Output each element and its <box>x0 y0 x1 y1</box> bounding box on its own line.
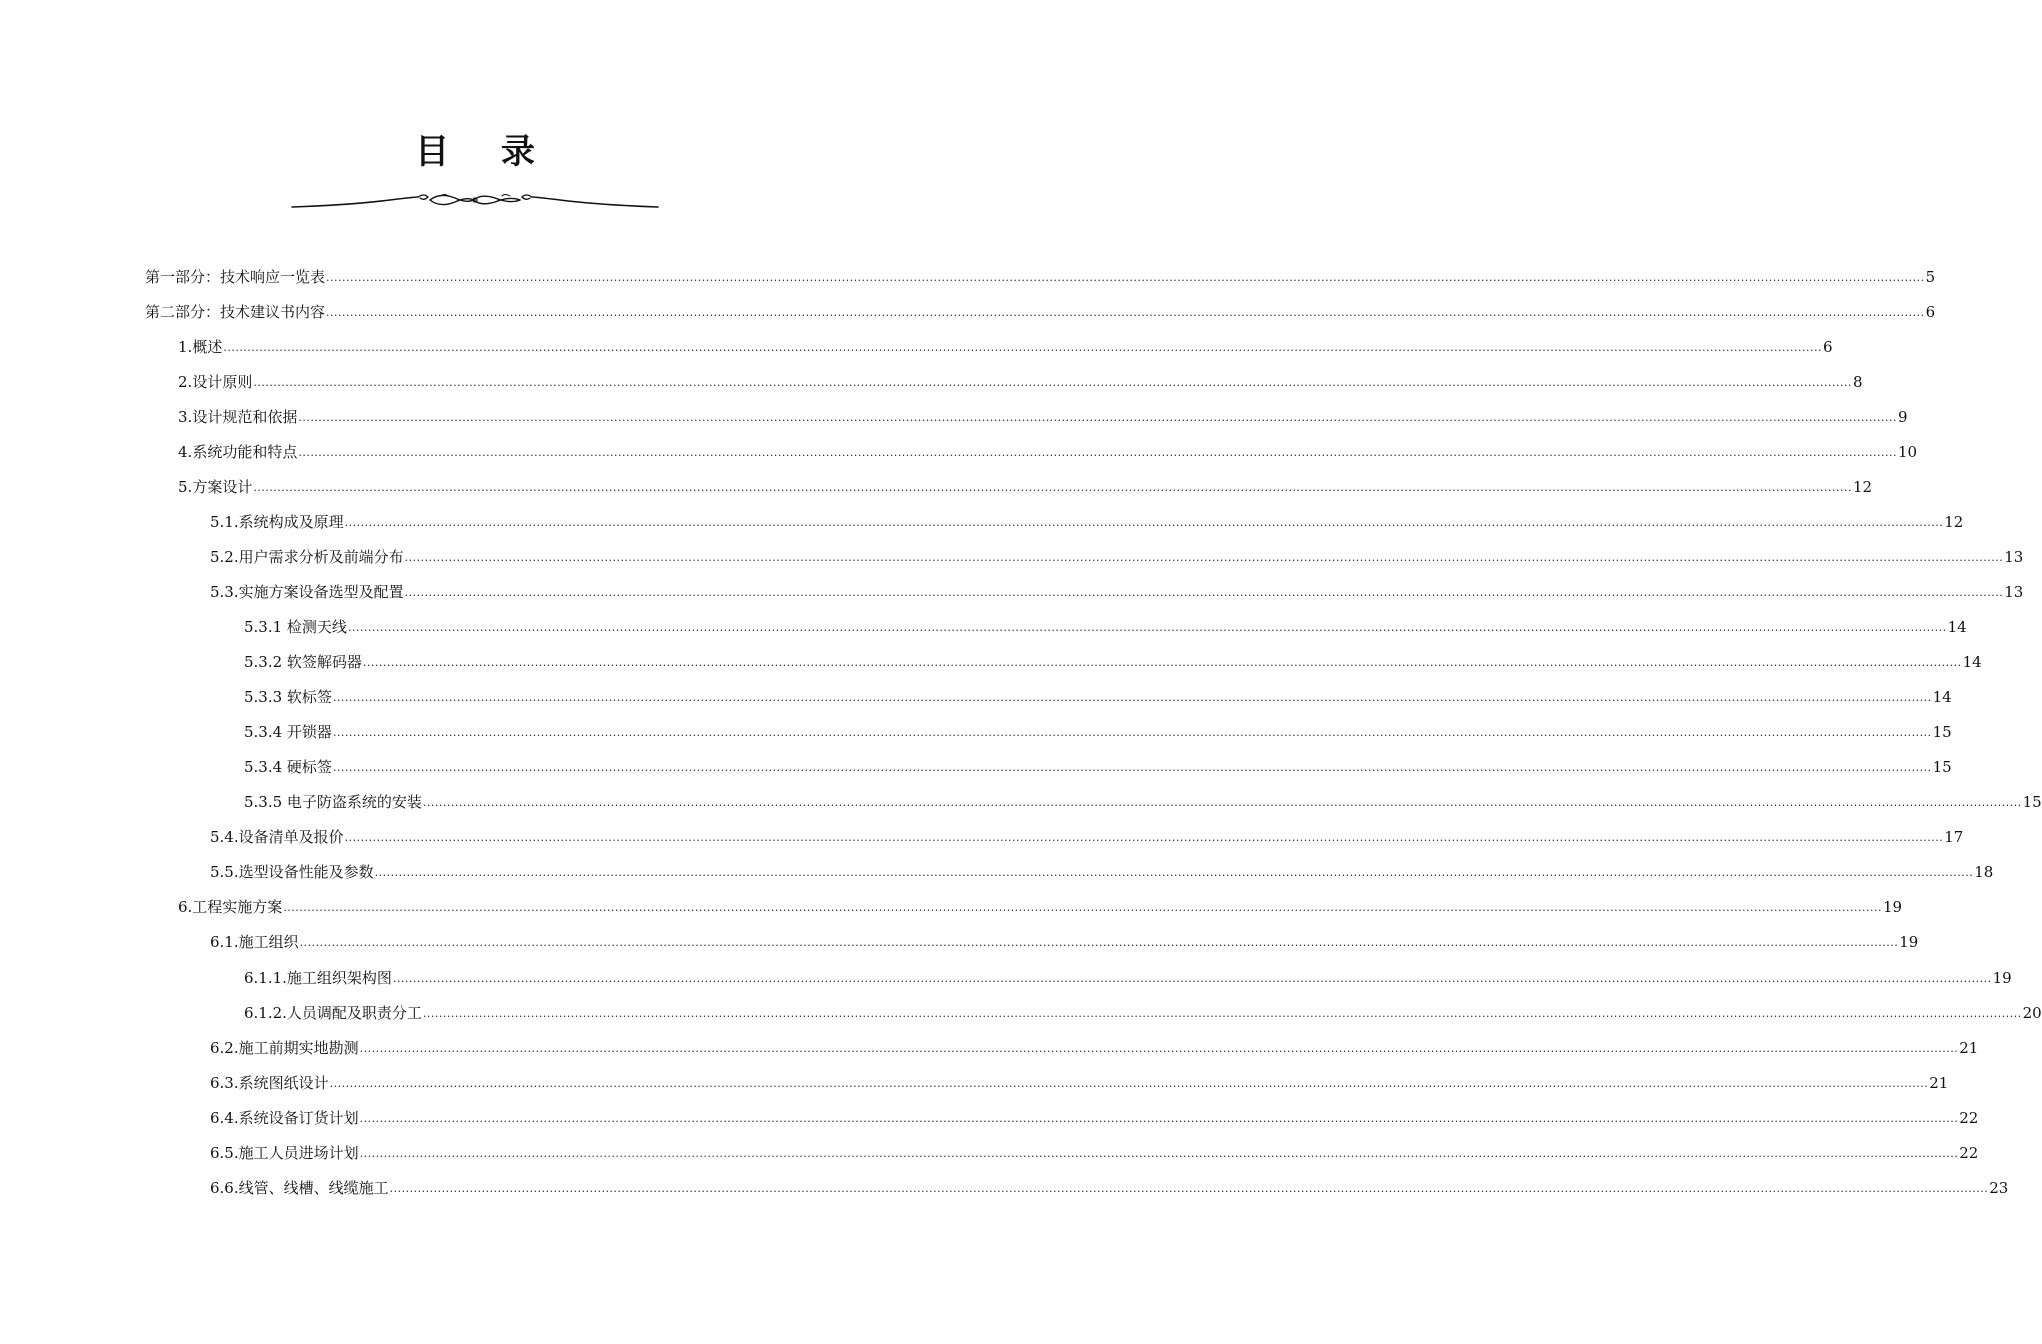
toc-dot-leader: ................................................................................................................................................................................................................................................................................................................................................................................................................ <box>344 831 1944 845</box>
toc-entry[interactable] <box>178 329 1833 364</box>
toc-dot-leader: ................................................................................................................................................................................................................................................................................................................................................................................................................ <box>329 1076 1929 1090</box>
toc-entry-page-number: 15 <box>1932 723 1952 742</box>
toc-entry-page-number: 6 <box>1822 337 1833 356</box>
toc-entry-page-number: 6 <box>1925 302 1936 321</box>
toc-entry[interactable] <box>210 1030 1979 1065</box>
toc-entry-page-number: 19 <box>1899 933 1919 952</box>
toc-entry[interactable] <box>178 890 1903 925</box>
toc-entry-number: 4. <box>178 442 193 461</box>
toc-entry-title: 5.3.5 电子防盗系统的安装 <box>244 793 422 812</box>
toc-entry-title: 5.3.3 软标签 <box>244 688 332 707</box>
toc-entry-title: 设计规范和依据 <box>192 407 298 426</box>
toc-dot-leader: ................................................................................................................................................................................................................................................................................................................................................................................................................ <box>326 270 1925 284</box>
toc-entry[interactable] <box>244 960 2012 995</box>
toc-entry-title: 5.3.4 硬标签 <box>244 758 332 777</box>
toc-entry-page-number: 13 <box>2004 547 2024 566</box>
toc-dot-leader: ................................................................................................................................................................................................................................................................................................................................................................................................................ <box>326 305 1925 319</box>
toc-entry[interactable] <box>178 364 1863 399</box>
toc-entry-page-number: 21 <box>1929 1073 1949 1092</box>
toc-entry-title: 6.5.施工人员进场计划 <box>210 1143 359 1162</box>
toc-entry-page-number: 9 <box>1897 407 1908 426</box>
toc-entry-title: 第二部分：技术建议书内容 <box>145 302 326 321</box>
toc-entry-title: 5.1.系统构成及原理 <box>210 512 344 531</box>
toc-entry-number: 5. <box>178 477 193 496</box>
toc-entry-page-number: 15 <box>2022 793 2042 812</box>
toc-entry[interactable] <box>210 820 1964 855</box>
toc-entry-page-number: 5 <box>1925 267 1936 286</box>
toc-entry-title: 6.1.2.人员调配及职责分工 <box>244 1003 422 1022</box>
toc-entry-page-number: 12 <box>1852 477 1873 496</box>
toc-entry-page-number: 21 <box>1959 1038 1979 1057</box>
toc-entry-title: 5.2.用户需求分析及前端分布 <box>210 547 404 566</box>
toc-entry-page-number: 14 <box>1947 618 1967 636</box>
toc-entry[interactable] <box>210 1100 1979 1135</box>
toc-entry[interactable] <box>145 259 1936 294</box>
toc-entry-page-number: 14 <box>1962 653 1982 672</box>
toc-entry[interactable] <box>178 434 1918 469</box>
toc-dot-leader: ................................................................................................................................................................................................................................................................................................................................................................................................................ <box>374 866 1974 880</box>
toc-entry-title: 第一部分：技术响应一览表 <box>145 267 326 286</box>
toc-entry-page-number: 12 <box>1944 512 1964 531</box>
toc-entry-page-number: 22 <box>1959 1108 1979 1127</box>
toc-entry-title: 6.1.1.施工组织架构图 <box>244 968 392 987</box>
toc-entry-title: 5.5.选型设备性能及参数 <box>210 863 374 882</box>
toc-entry-page-number: 13 <box>2004 582 2024 601</box>
toc-entry-title: 6.2.施工前期实地勘测 <box>210 1038 359 1057</box>
toc-dot-leader: ................................................................................................................................................................................................................................................................................................................................................................................................................ <box>332 726 1932 740</box>
toc-entry-title: 6.工程实施方案 <box>178 898 283 917</box>
toc-entry-title: 6.3.系统图纸设计 <box>210 1073 329 1092</box>
toc-entry[interactable] <box>244 610 1967 645</box>
toc-entry[interactable] <box>210 1065 1949 1100</box>
toc-dot-leader: ................................................................................................................................................................................................................................................................................................................................................................................................................ <box>298 445 1897 459</box>
title-ornament-icon <box>290 188 660 214</box>
toc-entry-title: 5.3.2 软签解码器 <box>244 653 362 672</box>
toc-entry-page-number: 19 <box>1882 898 1903 917</box>
toc-entry[interactable] <box>244 715 1952 750</box>
toc-dot-leader: ................................................................................................................................................................................................................................................................................................................................................................................................................ <box>359 1041 1959 1055</box>
toc-dot-leader: ................................................................................................................................................................................................................................................................................................................................................................................................................ <box>253 480 1852 494</box>
toc-entry[interactable] <box>244 645 1982 680</box>
toc-entry[interactable] <box>145 294 1936 329</box>
toc-dot-leader: ................................................................................................................................................................................................................................................................................................................................................................................................................ <box>404 550 2004 564</box>
toc-entry[interactable] <box>210 925 1919 960</box>
toc-dot-leader: ................................................................................................................................................................................................................................................................................................................................................................................................................ <box>362 656 1962 670</box>
toc-entry-title: 6.6.线管、线槽、线缆施工 <box>210 1178 389 1197</box>
toc-dot-leader: ................................................................................................................................................................................................................................................................................................................................................................................................................ <box>283 901 1882 915</box>
toc-entry-number: 3. <box>178 407 193 426</box>
page-title: 目 录 <box>415 132 555 172</box>
toc-entry-title: 5.3.1 检测天线 <box>244 618 347 636</box>
toc-entry[interactable] <box>210 504 1964 539</box>
toc-entry-page-number: 18 <box>1974 863 1994 882</box>
toc-entry-page-number: 17 <box>1944 828 1964 847</box>
toc-dot-leader: ................................................................................................................................................................................................................................................................................................................................................................................................................ <box>422 796 2022 810</box>
toc-entry-title: 6.4.系统设备订货计划 <box>210 1108 359 1127</box>
toc-dot-leader: ................................................................................................................................................................................................................................................................................................................................................................................................................ <box>253 375 1852 389</box>
toc-entry[interactable] <box>244 680 1952 715</box>
toc-entry[interactable] <box>244 995 2042 1030</box>
toc-entry[interactable] <box>210 574 2024 609</box>
toc-entry[interactable] <box>210 539 2024 574</box>
toc-entry-page-number: 14 <box>1932 688 1952 707</box>
toc-dot-leader: ................................................................................................................................................................................................................................................................................................................................................................................................................ <box>359 1146 1959 1160</box>
toc-dot-leader: ................................................................................................................................................................................................................................................................................................................................................................................................................ <box>422 1006 2022 1020</box>
toc-entry-page-number: 20 <box>2022 1003 2042 1022</box>
toc-dot-leader: ................................................................................................................................................................................................................................................................................................................................................................................................................ <box>344 515 1944 529</box>
toc-entry-title: 5.3.实施方案设备选型及配置 <box>210 582 404 601</box>
toc-entry-title: 系统功能和特点 <box>192 442 298 461</box>
toc-entry-page-number: 15 <box>1932 758 1952 777</box>
toc-entry-title: 方案设计 <box>192 477 253 496</box>
toc-entry-title: 6.1.施工组织 <box>210 933 299 952</box>
toc-entry-title: 设计原则 <box>192 372 253 391</box>
toc-entry-title: 5.3.4 开锁器 <box>244 723 332 742</box>
toc-dot-leader: ................................................................................................................................................................................................................................................................................................................................................................................................................ <box>392 971 1992 985</box>
toc-entry[interactable] <box>210 1135 1979 1170</box>
toc-entry[interactable] <box>244 750 1952 785</box>
toc-entry-title: 概述 <box>192 337 223 356</box>
toc-entry-number: 1. <box>178 337 193 356</box>
toc-dot-leader: ................................................................................................................................................................................................................................................................................................................................................................................................................ <box>332 761 1932 775</box>
toc-entry[interactable] <box>178 469 1873 504</box>
toc-entry-number: 2. <box>178 372 193 391</box>
toc-dot-leader: ................................................................................................................................................................................................................................................................................................................................................................................................................ <box>347 621 1947 634</box>
toc-entry[interactable] <box>244 785 2042 820</box>
toc-entry[interactable] <box>178 399 1908 434</box>
toc-dot-leader: ................................................................................................................................................................................................................................................................................................................................................................................................................ <box>359 1111 1959 1125</box>
toc-dot-leader: ................................................................................................................................................................................................................................................................................................................................................................................................................ <box>299 936 1899 950</box>
toc-dot-leader: ................................................................................................................................................................................................................................................................................................................................................................................................................ <box>332 691 1932 705</box>
toc-entry-page-number: 8 <box>1852 372 1863 391</box>
toc-entry-title: 5.4.设备清单及报价 <box>210 828 344 847</box>
toc-entry-page-number: 22 <box>1959 1143 1979 1162</box>
toc-entry[interactable] <box>210 1170 2009 1205</box>
toc-dot-leader: ................................................................................................................................................................................................................................................................................................................................................................................................................ <box>223 340 1822 354</box>
toc-entry-page-number: 19 <box>1992 968 2012 987</box>
toc-dot-leader: ................................................................................................................................................................................................................................................................................................................................................................................................................ <box>404 585 2004 599</box>
toc-entry[interactable] <box>210 855 1994 890</box>
toc-entry-page-number: 23 <box>1989 1178 2009 1197</box>
toc-entry-page-number: 10 <box>1897 442 1918 461</box>
toc-dot-leader: ................................................................................................................................................................................................................................................................................................................................................................................................................ <box>298 410 1897 424</box>
toc-dot-leader: ................................................................................................................................................................................................................................................................................................................................................................................................................ <box>389 1181 1989 1195</box>
